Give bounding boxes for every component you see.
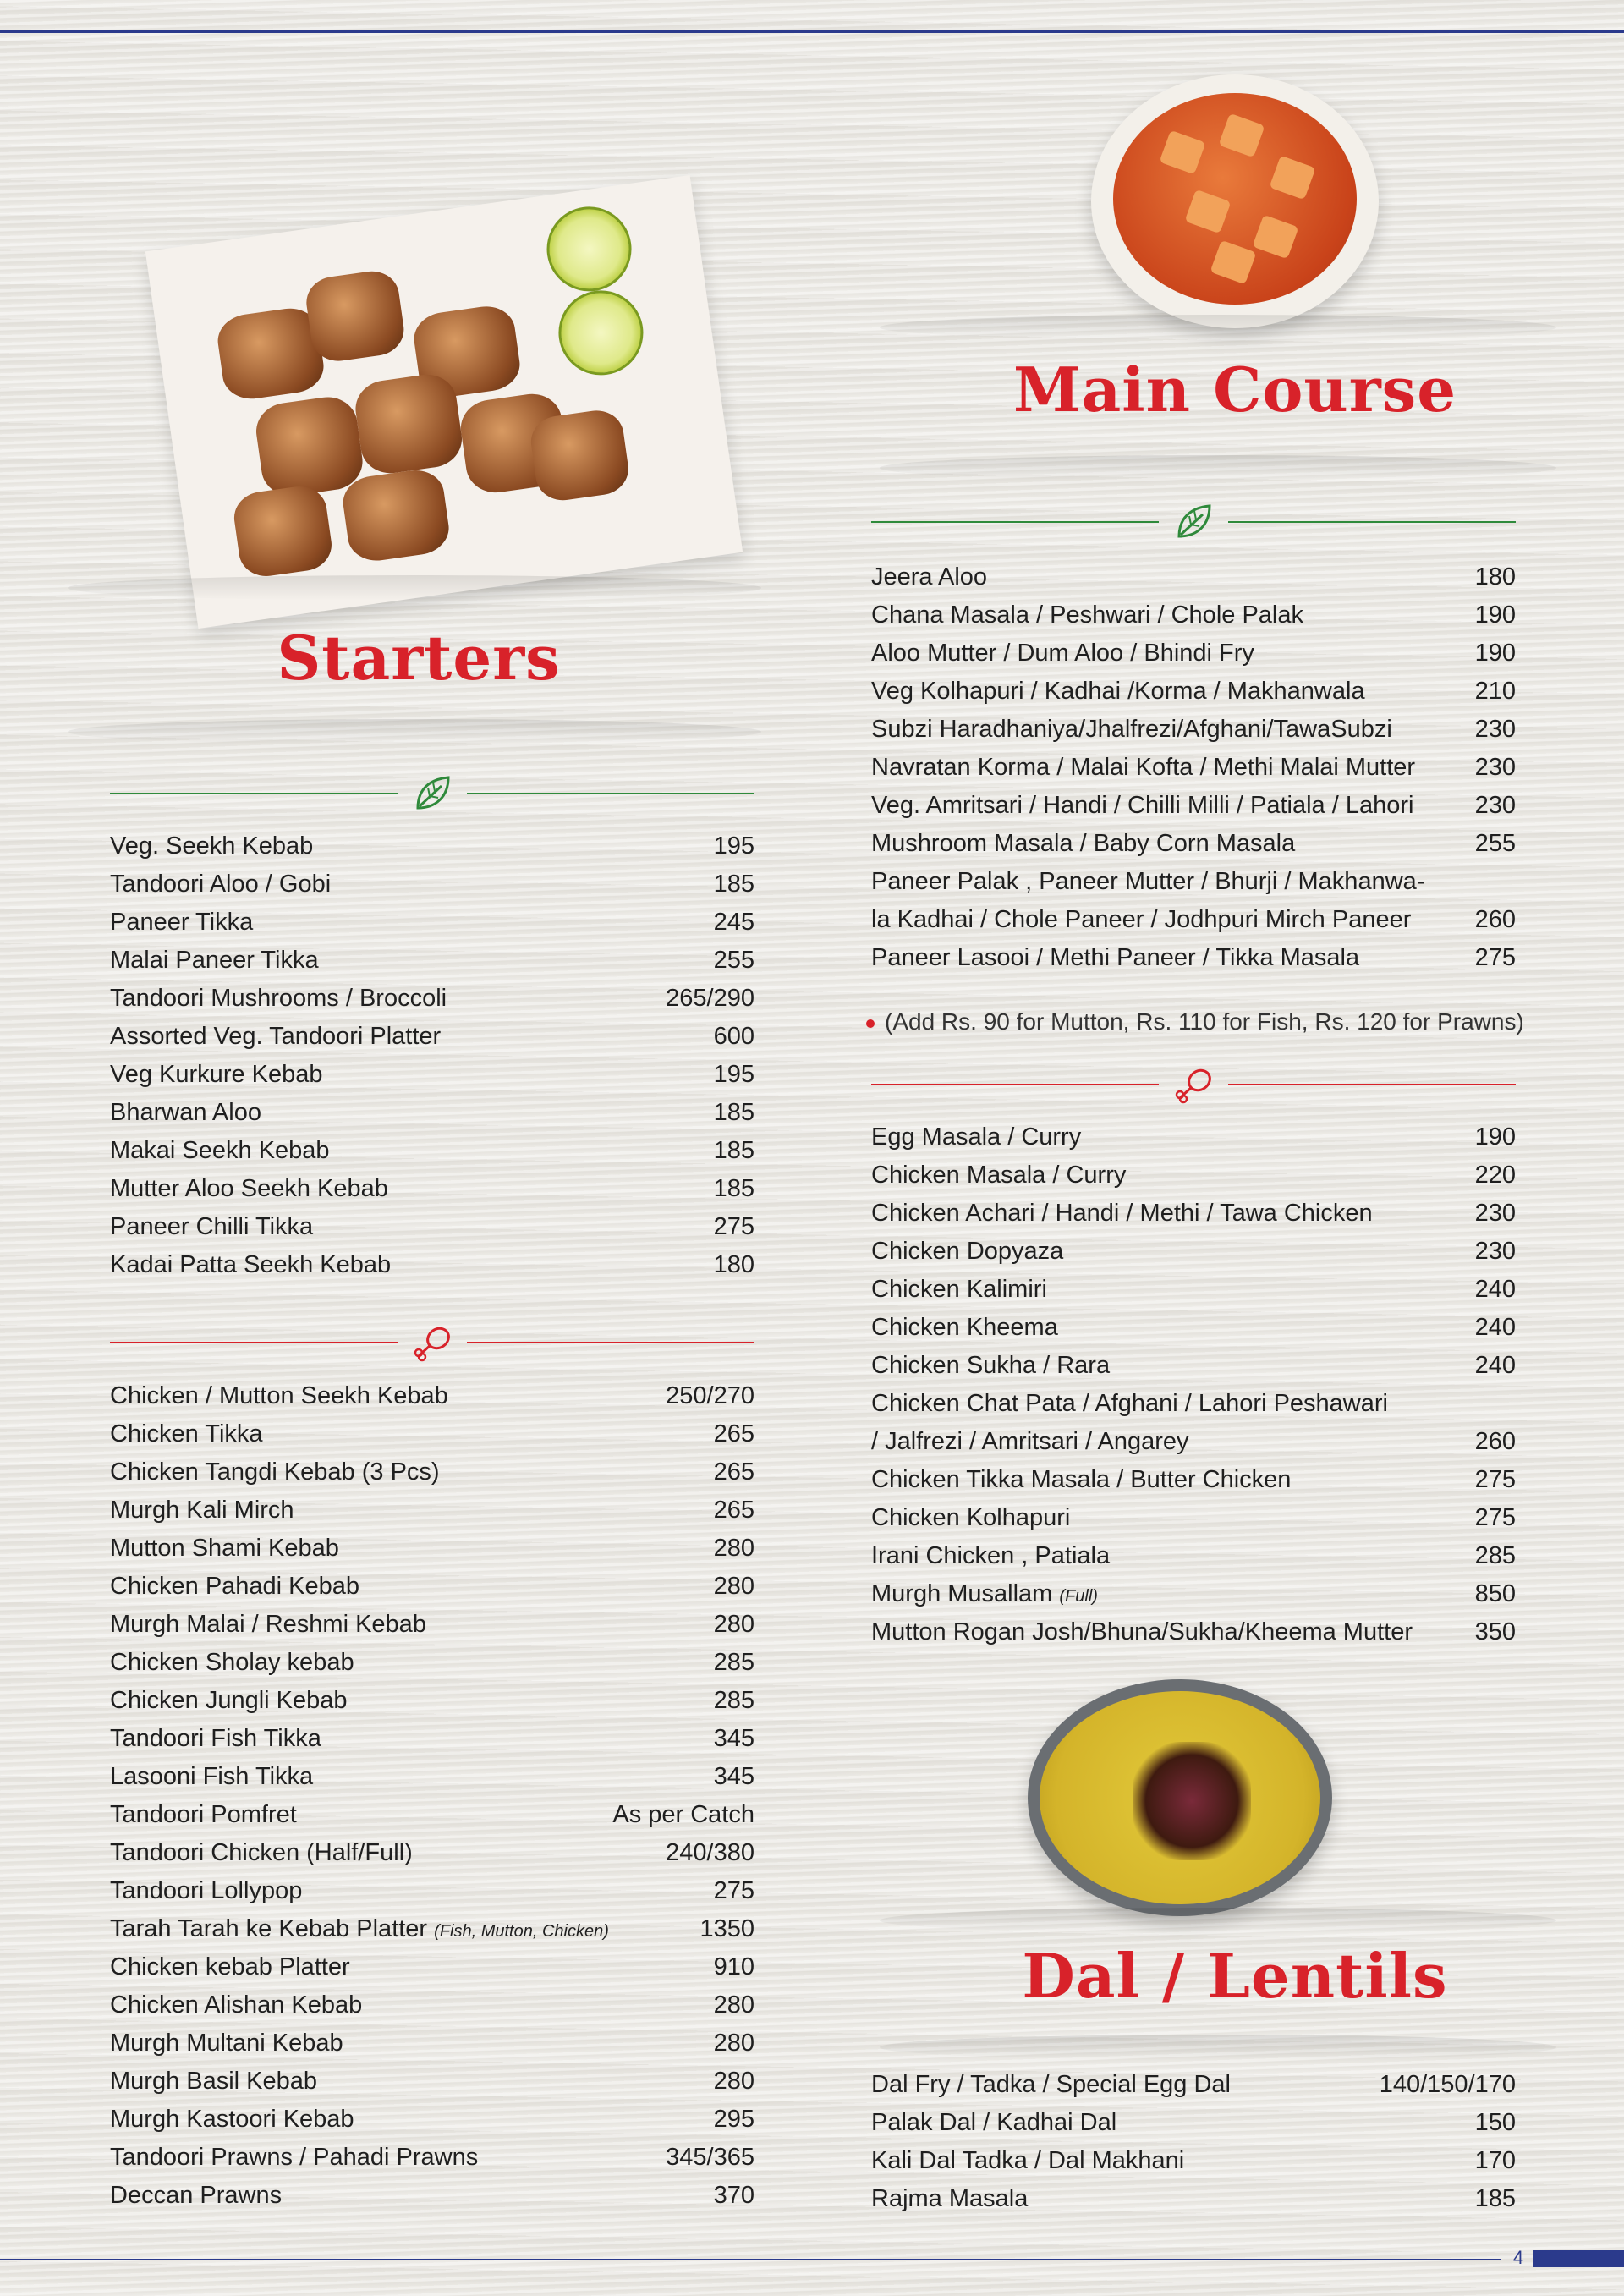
menu-item-name-text: Murgh Kali Mirch: [110, 1497, 294, 1524]
menu-item-price: 185: [1474, 2185, 1516, 2212]
menu-item-name-text: Mushroom Masala / Baby Corn Masala: [871, 830, 1296, 857]
menu-item: [110, 1568, 754, 1606]
menu-item: [871, 787, 1516, 825]
menu-item: [110, 2101, 754, 2139]
menu-item-price: 220: [1474, 1162, 1516, 1189]
drumstick-icon: [1172, 1063, 1215, 1106]
menu-item-name-text: Paneer Palak , Paneer Mutter / Bhurji / Makhanwa-: [871, 868, 1425, 895]
menu-item-name: [110, 1018, 441, 1056]
menu-item: [871, 634, 1516, 673]
menu-item: [871, 1461, 1516, 1499]
menu-item-price: 230: [1474, 792, 1516, 819]
menu-item-name-text: Subzi Haradhaniya/Jhalfrezi/Afghani/TawaSubzi: [871, 716, 1392, 743]
menu-item-name-text: Tandoori Chicken (Half/Full): [110, 1839, 413, 1866]
menu-item-name-text: Chicken Tikka: [110, 1420, 263, 1447]
menu-item: [110, 2063, 754, 2101]
menu-item-name-text: Deccan Prawns: [110, 2182, 283, 2209]
menu-item-price: 275: [1474, 944, 1516, 971]
menu-item: [871, 1575, 1516, 1613]
menu-item-name: [871, 863, 1424, 901]
menu-item: [110, 1056, 754, 1094]
menu-item-name: [110, 1986, 362, 2024]
menu-item-name: [871, 1233, 1063, 1271]
menu-item-name: [110, 1910, 609, 1951]
menu-item-name-text: Murgh Kastoori Kebab: [110, 2106, 354, 2133]
menu-item-name: [871, 2142, 1184, 2180]
menu-item-name: [871, 1271, 1047, 1309]
menu-item: [110, 1530, 754, 1568]
menu-item: [110, 942, 754, 980]
menu-item-price: 255: [1474, 830, 1516, 857]
starters-veg-list: [110, 827, 754, 1284]
menu-item-name-text: Tandoori Lollypop: [110, 1877, 303, 1904]
menu-item: [110, 1720, 754, 1758]
menu-item-price: As per Catch: [612, 1801, 754, 1828]
menu-item-name-text: Chicken Tikka Masala / Butter Chicken: [871, 1466, 1292, 1493]
menu-item-name-text: Murgh Musallam: [871, 1580, 1053, 1607]
menu-item: [110, 1018, 754, 1056]
menu-item-price: 245: [713, 909, 754, 936]
menu-item-name-text: Murgh Multani Kebab: [110, 2030, 343, 2057]
menu-item-price: 265: [713, 1458, 754, 1486]
menu-item-name: [871, 1347, 1110, 1385]
menu-item-name-text: Mutton Rogan Josh/Bhuna/Sukha/Kheema Mutter: [871, 1618, 1413, 1645]
menu-item: [110, 2139, 754, 2177]
menu-item-name: [110, 1720, 321, 1758]
menu-item-name: [871, 1613, 1413, 1651]
menu-item-price: 185: [713, 1099, 754, 1126]
menu-item-name: [110, 1453, 440, 1491]
menu-item: [871, 1537, 1516, 1575]
menu-item: [871, 1195, 1516, 1233]
menu-item-name-text: Malai Paneer Tikka: [110, 947, 319, 974]
menu-item: [871, 1613, 1516, 1651]
menu-item-price: 280: [713, 1535, 754, 1562]
menu-item-name: [871, 1156, 1126, 1195]
menu-item: [871, 1385, 1516, 1423]
page-number-block: [1533, 2250, 1624, 2267]
page-number: 4: [1512, 2247, 1524, 2268]
menu-item-name: [110, 1246, 391, 1284]
menu-item-name: [110, 1834, 413, 1872]
starters-nonveg-list: [110, 1377, 754, 2215]
menu-item-price: 255: [713, 947, 754, 974]
starters-nonveg-divider: [110, 1321, 754, 1364]
menu-item-name: [871, 2066, 1231, 2104]
menu-item-name-text: Tandoori Pomfret: [110, 1801, 297, 1828]
menu-item-name-text: Chicken Sholay kebab: [110, 1649, 354, 1676]
menu-item-name: [871, 2104, 1116, 2142]
menu-item-price: 250/270: [666, 1382, 754, 1409]
menu-item-price: 195: [713, 1061, 754, 1088]
menu-item-name-text: Veg. Seekh Kebab: [110, 832, 314, 860]
menu-item-name-text: Makai Seekh Kebab: [110, 1137, 330, 1164]
menu-item: [871, 1118, 1516, 1156]
menu-item-price: 295: [713, 2106, 754, 2133]
menu-item-price: 190: [1474, 1123, 1516, 1151]
menu-item-name-text: Jeera Aloo: [871, 563, 988, 590]
menu-item: [871, 1233, 1516, 1271]
menu-item-name-text: Tandoori Fish Tikka: [110, 1725, 321, 1752]
menu-item-name: [871, 711, 1392, 749]
add-on-note-text: (Add Rs. 90 for Mutton, Rs. 110 for Fish, Rs. 120 for Prawns): [885, 1008, 1524, 1035]
menu-item-price: 280: [713, 1991, 754, 2019]
menu-item-name: [110, 942, 319, 980]
menu-item: [871, 939, 1516, 977]
menu-item: [871, 2104, 1516, 2142]
menu-item: [871, 711, 1516, 749]
menu-item: [110, 1415, 754, 1453]
menu-item: [110, 827, 754, 865]
menu-item-name: [110, 1758, 313, 1796]
menu-item-name: [871, 749, 1415, 787]
menu-item-price: 345/365: [666, 2144, 754, 2171]
menu-item: [110, 1796, 754, 1834]
menu-item: [110, 2177, 754, 2215]
menu-item-price: 210: [1474, 678, 1516, 705]
menu-item: [871, 1423, 1516, 1461]
menu-item-name-text: Chicken kebab Platter: [110, 1953, 350, 1980]
menu-item-name-text: Chicken Pahadi Kebab: [110, 1573, 360, 1600]
menu-item-price: 230: [1474, 754, 1516, 781]
menu-item-name-text: Murgh Malai / Reshmi Kebab: [110, 1611, 426, 1638]
menu-item-name: [871, 825, 1295, 863]
menu-item: [110, 1682, 754, 1720]
menu-item-name-text: Chicken Kolhapuri: [871, 1504, 1071, 1531]
menu-item-name-text: Aloo Mutter / Dum Aloo / Bhindi Fry: [871, 640, 1254, 667]
menu-item: [110, 1132, 754, 1170]
menu-item-name-text: Egg Masala / Curry: [871, 1123, 1082, 1151]
menu-item: [871, 1347, 1516, 1385]
main-nonveg-list: [871, 1118, 1516, 1651]
menu-item-name-text: Paneer Chilli Tikka: [110, 1213, 314, 1240]
menu-item: [871, 901, 1516, 939]
menu-item: [110, 1377, 754, 1415]
kebab-photo: [145, 175, 743, 629]
menu-item-name-text: Chana Masala / Peshwari / Chole Palak: [871, 601, 1303, 629]
title-shelf: [880, 2035, 1556, 2060]
menu-item-price: 150: [1474, 2109, 1516, 2136]
menu-item-price: 185: [713, 1137, 754, 1164]
title-shelf: [880, 1908, 1556, 1933]
menu-item-price: 230: [1474, 1200, 1516, 1227]
menu-item-price: 230: [1474, 1238, 1516, 1265]
menu-item: [110, 1910, 754, 1948]
menu-item: [110, 865, 754, 904]
title-shelf: [68, 575, 761, 601]
menu-item-price: 280: [713, 1611, 754, 1638]
main-veg-list: [871, 558, 1516, 977]
menu-item: [871, 558, 1516, 596]
menu-item-name-text: Kadai Patta Seekh Kebab: [110, 1251, 392, 1278]
menu-item-name: [110, 904, 253, 942]
menu-item-name: [871, 673, 1365, 711]
menu-item: [110, 2024, 754, 2063]
add-on-note: [866, 1005, 1524, 1039]
menu-item-price: 170: [1474, 2147, 1516, 2174]
menu-item-price: 350: [1474, 1618, 1516, 1645]
menu-item-name-text: Rajma Masala: [871, 2185, 1029, 2212]
menu-item: [110, 1606, 754, 1644]
menu-item: [110, 1644, 754, 1682]
menu-item: [110, 1948, 754, 1986]
menu-item-name-text: Dal Fry / Tadka / Special Egg Dal: [871, 2071, 1231, 2098]
menu-item-name-text: Bharwan Aloo: [110, 1099, 261, 1126]
menu-item-price: 260: [1474, 906, 1516, 933]
main-nonveg-divider: [871, 1063, 1516, 1106]
menu-item-price: 910: [713, 1953, 754, 1980]
drumstick-icon: [411, 1321, 453, 1364]
menu-item-price: 280: [713, 1573, 754, 1600]
menu-item-price: 285: [1474, 1542, 1516, 1569]
menu-item-name: [110, 1682, 348, 1720]
menu-item-name-text: Chicken Dopyaza: [871, 1238, 1064, 1265]
top-rule: [0, 30, 1624, 33]
menu-item-name-text: Chicken Chat Pata / Afghani / Lahori Peshawari: [871, 1390, 1388, 1417]
menu-item-name: [871, 558, 987, 596]
title-shelf: [880, 455, 1556, 481]
menu-item: [871, 749, 1516, 787]
menu-item: [110, 1491, 754, 1530]
menu-item-price: 275: [1474, 1466, 1516, 1493]
menu-item-name-text: Chicken Alishan Kebab: [110, 1991, 363, 2019]
menu-item-name: [110, 1796, 297, 1834]
menu-item-name: [110, 2063, 317, 2101]
menu-item: [871, 863, 1516, 901]
menu-item-price: 180: [1474, 563, 1516, 590]
menu-item: [110, 1170, 754, 1208]
menu-item-price: 240/380: [666, 1839, 754, 1866]
menu-item-price: 240: [1474, 1352, 1516, 1379]
menu-item-price: 600: [713, 1023, 754, 1050]
menu-item-price: 190: [1474, 640, 1516, 667]
menu-item: [871, 673, 1516, 711]
menu-item-name-text: Lasooni Fish Tikka: [110, 1763, 314, 1790]
menu-item-name: [110, 1948, 350, 1986]
starters-veg-divider: [110, 772, 754, 815]
dal-bowl-photo: [1028, 1679, 1332, 1916]
menu-item: [871, 2180, 1516, 2218]
menu-item-price: 185: [713, 1175, 754, 1202]
menu-item: [110, 1986, 754, 2024]
menu-item-name: [110, 1132, 330, 1170]
menu-item-price: 850: [1474, 1580, 1516, 1607]
menu-item-price: 345: [713, 1725, 754, 1752]
menu-item-name: [871, 1385, 1388, 1423]
menu-item: [871, 2142, 1516, 2180]
menu-item: [110, 1758, 754, 1796]
menu-item-price: 285: [713, 1687, 754, 1714]
menu-item-name-text: Chicken Sukha / Rara: [871, 1352, 1111, 1379]
menu-item-name-text: Assorted Veg. Tandoori Platter: [110, 1023, 442, 1050]
menu-item-name-text: Navratan Korma / Malai Kofta / Methi Malai Mutter: [871, 754, 1416, 781]
menu-item: [110, 980, 754, 1018]
title-shelf: [68, 719, 761, 744]
menu-item-name-text: Veg Kurkure Kebab: [110, 1061, 323, 1088]
menu-item-name-text: Tandoori Mushrooms / Broccoli: [110, 985, 447, 1012]
menu-item-name: [110, 827, 313, 865]
menu-item: [110, 1246, 754, 1284]
menu-item: [110, 1872, 754, 1910]
menu-item-price: 260: [1474, 1428, 1516, 1455]
menu-item-name-text: Tandoori Aloo / Gobi: [110, 871, 332, 898]
menu-item-name-text: Chicken Tangdi Kebab (3 Pcs): [110, 1458, 440, 1486]
menu-item-price: 345: [713, 1763, 754, 1790]
menu-item-name: [871, 596, 1303, 634]
menu-item: [110, 904, 754, 942]
menu-item: [871, 1309, 1516, 1347]
menu-item-price: 280: [713, 2068, 754, 2095]
menu-item-name: [110, 980, 447, 1018]
menu-item-name: [110, 1170, 388, 1208]
menu-item-price: 275: [713, 1213, 754, 1240]
menu-item-price: 230: [1474, 716, 1516, 743]
menu-item-name: [110, 1208, 313, 1246]
bottom-rule: [0, 2259, 1501, 2260]
menu-item: [110, 1208, 754, 1246]
menu-item-name: [110, 1530, 339, 1568]
menu-item-price: 240: [1474, 1314, 1516, 1341]
menu-item-name-text: / Jalfrezi / Amritsari / Angarey: [871, 1428, 1189, 1455]
menu-item-name: [871, 1309, 1058, 1347]
menu-item-name: [110, 2139, 478, 2177]
menu-item-name: [871, 787, 1413, 825]
menu-item-name: [871, 901, 1411, 939]
menu-item-price: 190: [1474, 601, 1516, 629]
menu-item-price: 280: [713, 2030, 754, 2057]
menu-item-name-text: Kali Dal Tadka / Dal Makhani: [871, 2147, 1185, 2174]
menu-item-name: [110, 1491, 294, 1530]
menu-item-name-text: Paneer Tikka: [110, 909, 254, 936]
menu-item: [871, 1499, 1516, 1537]
menu-item-name-text: Tarah Tarah ke Kebab Platter: [110, 1915, 428, 1942]
menu-item-name-text: Mutton Shami Kebab: [110, 1535, 339, 1562]
menu-item-price: 265/290: [666, 985, 754, 1012]
menu-item-name-text: Murgh Basil Kebab: [110, 2068, 318, 2095]
menu-item-name-text: Chicken / Mutton Seekh Kebab: [110, 1382, 448, 1409]
menu-item-name-text: Veg Kolhapuri / Kadhai /Korma / Makhanwala: [871, 678, 1365, 705]
dal-list: [871, 2066, 1516, 2218]
menu-item-name-text: Veg. Amritsari / Handi / Chilli Milli / Patiala / Lahori: [871, 792, 1414, 819]
menu-item-price: 370: [713, 2182, 754, 2209]
menu-item-price: 265: [713, 1420, 754, 1447]
menu-item-name-text: Chicken Jungli Kebab: [110, 1687, 348, 1714]
menu-item: [871, 825, 1516, 863]
menu-item-name-text: Paneer Lasooi / Methi Paneer / Tikka Masala: [871, 944, 1360, 971]
menu-item-name-text: Tandoori Prawns / Pahadi Prawns: [110, 2144, 479, 2171]
menu-item-name: [110, 1094, 261, 1132]
menu-item-name: [871, 1118, 1081, 1156]
menu-item: [110, 1453, 754, 1491]
menu-item-name: [110, 865, 331, 904]
menu-item-price: 275: [1474, 1504, 1516, 1531]
menu-item-name: [871, 1537, 1110, 1575]
curry-bowl-photo: [1091, 74, 1379, 328]
leaf-icon: [1172, 501, 1215, 543]
starters-title: Starters: [277, 622, 561, 694]
main-course-title: Main Course: [1012, 354, 1457, 426]
menu-item-name-text: Chicken Masala / Curry: [871, 1162, 1127, 1189]
menu-item-name-text: Chicken Kalimiri: [871, 1276, 1047, 1303]
menu-item-price: 285: [713, 1649, 754, 1676]
menu-item-name-text: Irani Chicken , Patiala: [871, 1542, 1111, 1569]
menu-item-name: [871, 634, 1254, 673]
menu-item-name: [110, 2024, 343, 2063]
menu-item: [871, 2066, 1516, 2104]
menu-item-name: [871, 1423, 1189, 1461]
menu-item-name-text: Palak Dal / Kadhai Dal: [871, 2109, 1117, 2136]
menu-item-price: 140/150/170: [1379, 2071, 1516, 2098]
menu-item: [871, 596, 1516, 634]
bullet-dot: [866, 1019, 875, 1028]
dal-title: Dal / Lentils: [1022, 1940, 1448, 2012]
leaf-icon: [411, 772, 453, 815]
menu-item-name-text: Mutter Aloo Seekh Kebab: [110, 1175, 388, 1202]
menu-item-price: 265: [713, 1497, 754, 1524]
menu-item-price: 195: [713, 832, 754, 860]
menu-item-price: 185: [713, 871, 754, 898]
menu-item-price: 180: [713, 1251, 754, 1278]
menu-item-name: [871, 1575, 1098, 1616]
menu-item: [871, 1156, 1516, 1195]
menu-item-name-text: la Kadhai / Chole Paneer / Jodhpuri Mirch Paneer: [871, 906, 1412, 933]
menu-item-note: (Fish, Mutton, Chicken): [434, 1922, 609, 1941]
menu-item-note: (Full): [1059, 1587, 1098, 1606]
menu-item-name: [110, 1377, 448, 1415]
menu-item-price: 1350: [700, 1915, 754, 1942]
menu-item-name: [110, 1415, 263, 1453]
menu-item-name-text: Chicken Achari / Handi / Methi / Tawa Chicken: [871, 1200, 1373, 1227]
menu-item-name: [110, 1056, 323, 1094]
menu-item: [110, 1094, 754, 1132]
menu-item-name: [871, 1461, 1291, 1499]
menu-item-name: [110, 2101, 354, 2139]
menu-item-name: [871, 939, 1359, 977]
menu-item-name: [110, 2177, 282, 2215]
title-shelf: [880, 315, 1556, 340]
menu-item-name: [110, 1644, 354, 1682]
menu-item-name-text: Chicken Kheema: [871, 1314, 1058, 1341]
menu-item-price: 275: [713, 1877, 754, 1904]
main-veg-divider: [871, 501, 1516, 543]
menu-item-price: 240: [1474, 1276, 1516, 1303]
menu-item-name: [871, 2180, 1028, 2218]
menu-item-name: [110, 1872, 302, 1910]
menu-item-name: [871, 1195, 1373, 1233]
menu-item: [110, 1834, 754, 1872]
menu-item-name: [871, 1499, 1070, 1537]
menu-item: [871, 1271, 1516, 1309]
menu-item-name: [110, 1606, 426, 1644]
menu-item-name: [110, 1568, 359, 1606]
